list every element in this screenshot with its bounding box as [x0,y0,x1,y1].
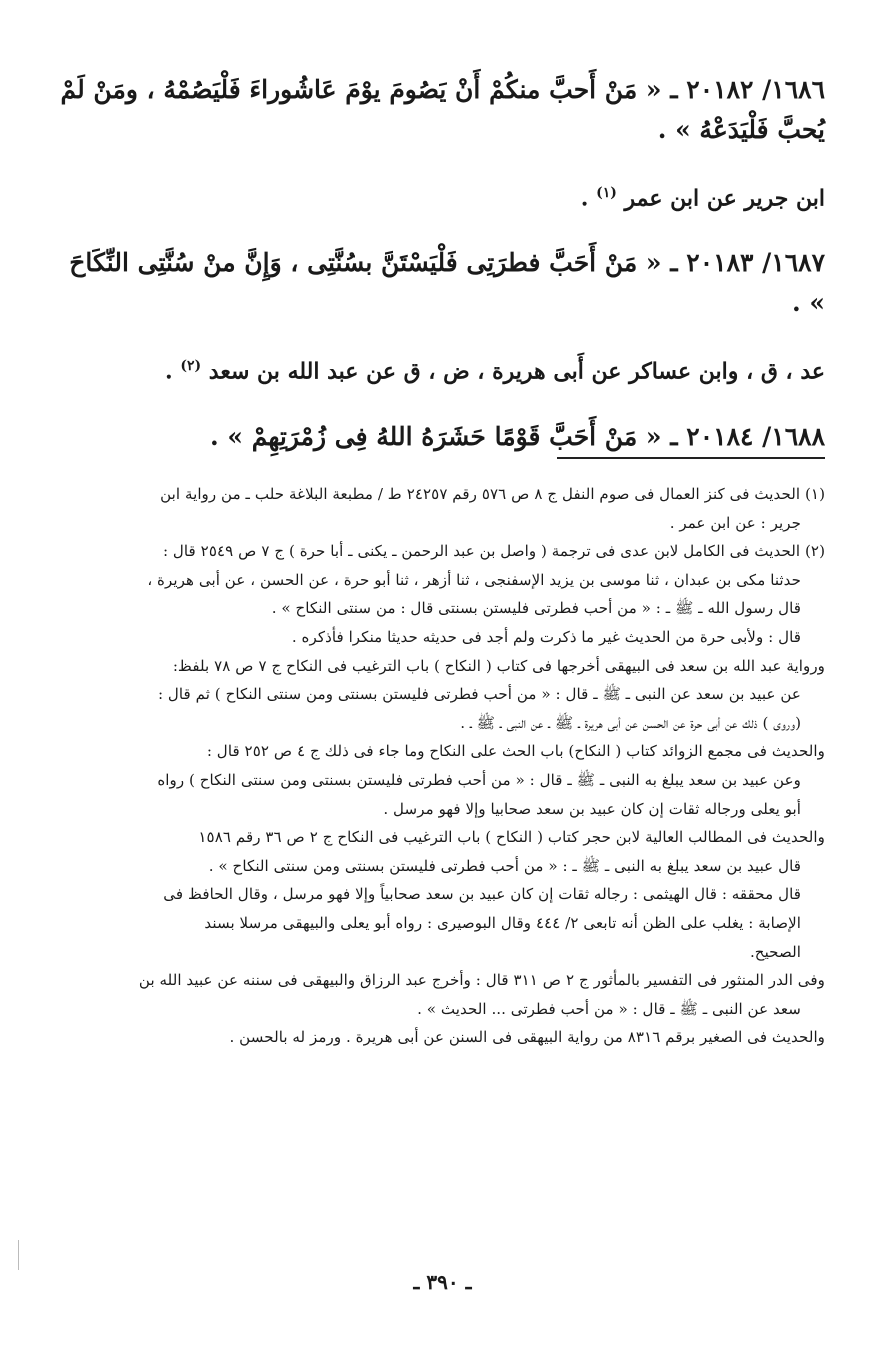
source-end: . [580,185,597,212]
footnote-2-line: (٢) الحديث فى الكامل لابن عدى فى ترجمة ( واصل بن عبد الرحمن ـ يكنى ـ أبا حرة ) ج ٧ ص ٢٥٤٩ قال : [162,542,825,561]
footnote-2-line: (وروى ) ذلك عن أبى حرة عن الحسن عن أبى هريرة ـ ﷺ ـ عن النبى ـ ﷺ ـ . [460,713,801,732]
footnote-1-line: (١) الحديث فى كنز العمال فى صوم النفل ج ٨ ص ٥٧٦ رقم ٢٤٢٥٧ ط / مطبعة البلاغة حلب ـ من رواية ابن [160,485,825,503]
hadith-1686-line2: يُحبَّ فَلْيَدَعْهُ » . [657,115,825,144]
footnote-separator [557,457,825,459]
footnote-1-line: جرير : عن ابن عمر . [669,513,801,532]
footnote-2-line: وعن عبيد بن سعد يبلغ به النبى ـ ﷺ ـ قال : « من أحب فطرتى فليستن بسنتى ومن سنتى النكاح ) رواه [157,770,801,789]
footnote-2-line: قال : ولأبى حرة من الحديث غير ما ذكرت ولم أجد فى حديثه حديثا منكرا فأذكره . [291,627,801,646]
footnote-2-line: الصحيح. [749,942,801,961]
footnote-2-line: أبو يعلى ورجاله ثقات إن كان عبيد بن سعد صحابيا وإلا فهو مرسل . [383,799,801,818]
footnote-2-line: والحديث فى المطالب العالية لابن حجر كتاب ( النكاح ) باب الترغيب فى النكاح ج ٢ ص ٣٦ رقم ١٥٨٦ [198,828,825,847]
source-end: . [165,358,181,385]
hadith-source-2 [45,349,825,388]
footnote-2-line: عن عبيد بن سعد عن النبى ـ ﷺ ـ قال : « من أحب فطرتى فليستن بسنتى ومن سنتى النكاح ) ثم قال : [157,685,801,704]
hadith-1686-line1: ١٦٨٦/ ٢٠١٨٢ ـ « مَنْ أَحبَّ منكُمْ أَنْ يَصُومَ يوْمَ عَاشُوراءَ فَلْيَصُمْهُ ، ومَنْ لَمْ [60,75,825,104]
source-text: ابن جرير عن ابن عمر [624,185,825,212]
hadith-1688: ١٦٨٨/ ٢٠١٨٤ ـ « مَنْ أَحَبَّ قَوْمًا حَشَرَهُ اللهُ فِى زُمْرَتِهِمْ » . [209,421,825,451]
hadith-source-1 [45,176,825,215]
page-number: ـ ٣٩٠ ـ [413,1270,472,1294]
footnote-ref-1: (١) [596,185,617,201]
footnote-2-line: الإصابة : يغلب على الظن أنه تابعى ٢/ ٤٤٤ وقال البوصيرى : رواه أبو يعلى والبيهقى مرسلا بسند [204,913,801,932]
footnote-2-line: سعد عن النبى ـ ﷺ ـ قال : « من أحب فطرتى ... الحديث » . [417,999,801,1018]
footnote-2-line: حدثنا مكى بن عبدان ، ثنا موسى بن يزيد الإسفنجى ، ثنا أزهر ، ثنا أبو حرة ، عن الحسن ، عن أبى هريرة ، [147,570,801,589]
hadith-text-block [45,70,825,483]
footnote-2-line: قال عبيد بن سعد يبلغ به النبى ـ ﷺ ـ : « من أحب فطرتى فليستن بسنتى ومن سنتى النكاح » . [208,856,801,875]
margin-mark [18,1240,19,1270]
footnotes-block [45,480,825,1052]
footnote-2-line: ورواية عبد الله بن سعد فى البيهقى أخرجها فى كتاب ( النكاح ) باب الترغيب فى النكاح ج ٧ ص ٧٨ بلفظ: [172,656,825,675]
footnote-2-line: قال رسول الله ـ ﷺ ـ : « من أحب فطرتى فليستن بسنتى قال : من سنتى النكاح » . [271,599,801,618]
footnote-ref-2: (٢) [180,358,202,375]
footnote-2-line: والحديث فى مجمع الزوائد كتاب ( النكاح) باب الحث على النكاح وما جاء فى ذلك ج ٤ ص ٢٥٢ قال : [206,742,825,761]
hadith-1687: ١٦٨٧/ ٢٠١٨٣ ـ « مَنْ أَحَبَّ فطرَتِى فَلْيَسْتَنَّ بسُنَّتِى ، وَإِنَّ منْ سُنَّتِى النِّكَاحَ » . [69,248,825,318]
footnote-2-line: والحديث فى الصغير برقم ٨٣١٦ من رواية البيهقى فى السنن عن أبى هريرة . ورمز له بالحسن . [229,1028,825,1047]
footnote-2-line: قال محققه : قال الهيثمى : رجاله ثقات إن كان عبيد بن سعد صحابياً وإلا فهو مرسل ، وقال الحافظ فى [163,885,801,904]
source-text: عد ، ق ، وابن عساكر عن أَبى هريرة ، ض ، ق عن عبد الله بن سعد [208,358,825,385]
footnote-2-line: وفى الدر المنثور فى التفسير بالمأثور ج ٢ ص ٣١١ قال : وأخرج عبد الرزاق والبيهقى فى سننه عن عبيد الله بن [138,971,825,990]
